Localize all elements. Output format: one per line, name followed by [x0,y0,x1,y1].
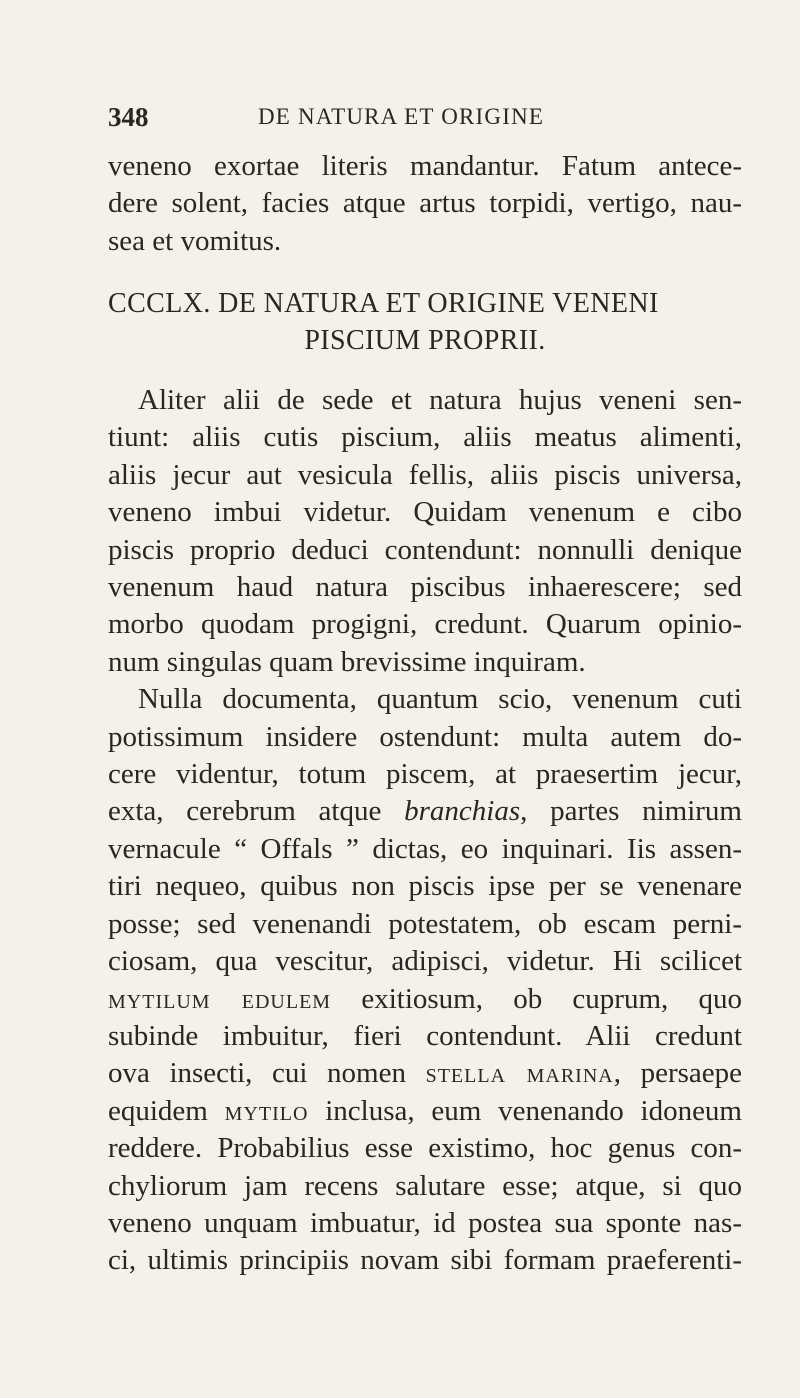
text-line [108,1093,742,1130]
text-line: cere videntur, totum piscem, at praesertim jecur, [108,758,742,791]
text-line: posse; sed venenandi potestatem, ob escam perni- [108,907,742,940]
text-line: aliis jecur aut vesicula fellis, aliis piscis universa, [108,458,742,491]
intro-paragraph [108,148,742,260]
text-line: tiunt: aliis cutis piscium, aliis meatus alimenti, [108,421,742,454]
text-line: dere solent, facies atque artus torpidi, vertigo, nau- [108,187,742,220]
text-line: Nulla documenta, quantum scio, venenum cuti [138,683,742,716]
text-line: subinde imbuitur, fieri contendunt. Alii credunt [108,1019,742,1052]
small-caps-term: mytilo [224,1094,309,1127]
text-run: , persaepe [613,1057,743,1090]
text-line: reddere. Probabilius esse existimo, hoc genus con- [108,1132,742,1165]
text-line: ciosam, qua vescitur, adipisci, videtur. Hi scilicet [108,945,742,978]
text-run: exitiosum, ob cuprum, quo [331,982,742,1015]
small-caps-term: mytilum edulem [108,982,332,1015]
text-line: veneno imbui videtur. Quidam venenum e cibo [108,496,742,529]
text-line [108,981,742,1018]
text-line: sea et vomitus. [108,224,282,257]
text-line [108,1055,742,1092]
text-line: piscis proprio deduci contendunt: nonnulli denique [108,533,742,566]
text-run: inclusa, eum venenando idoneum [308,1094,742,1127]
text-run: equidem [108,1094,225,1127]
text-line: vernacule “ Offals ” dictas, eo inquinari. Iis assen- [108,832,742,865]
section-heading-line1: CCCLX. DE NATURA ET ORIGINE VENENI [108,288,659,319]
text-line: morbo quodam progigni, credunt. Quarum opinio- [108,608,742,641]
text-line: ci, ultimis principiis novam sibi formam praeferenti- [108,1244,742,1277]
text-line [108,793,742,830]
text-line: num singulas quam brevissime inquiram. [108,645,586,678]
running-title: DE NATURA ET ORIGINE [258,104,545,129]
text-line: potissimum insidere ostendunt: multa autem do- [108,720,742,753]
running-head [108,97,742,137]
text-line: Aliter alii de sede et natura hujus veneni sen- [138,384,742,416]
text-line: chyliorum jam recens salutare esse; atque, si quo [108,1169,742,1202]
italic-term: branchias [404,795,521,828]
page-number: 348 [108,102,149,132]
section-heading-line2: PISCIUM PROPRII. [304,325,546,356]
text-run: ova insecti, cui nomen [108,1057,426,1090]
text-run: exta, cerebrum atque [108,795,405,828]
small-caps-term: stella marina [425,1057,614,1090]
text-line: veneno exortae literis mandantur. Fatum antece- [108,150,742,182]
text-line: tiri nequeo, quibus non piscis ipse per se venenare [108,870,742,903]
text-line: venenum haud natura piscibus inhaerescere; sed [108,571,742,604]
text-line: veneno unquam imbuatur, id postea sua sponte nas- [108,1206,742,1239]
section-heading [108,285,742,359]
text-run: , partes nimirum [520,795,742,828]
section-body [108,382,742,1280]
